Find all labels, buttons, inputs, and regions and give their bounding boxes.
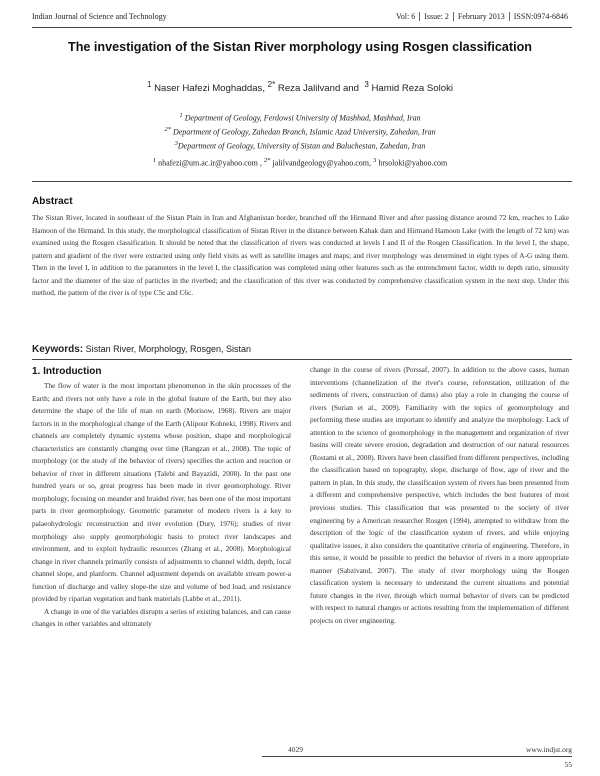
author2-sup: 2* [267, 80, 276, 89]
footer-page-right: 55 [564, 760, 572, 769]
affil2-sup: 2* [164, 126, 171, 133]
affil1-text: Department of Geology, Ferdowsi University of Mashhad, Mashhad, Iran [184, 113, 421, 123]
issue-info [392, 12, 572, 21]
keywords [32, 344, 572, 355]
journal-name: Indian Journal of Science and Technology [32, 12, 167, 21]
issue: Issue: 2 [419, 12, 453, 21]
author3: Hamid Reza Soloki [371, 83, 454, 95]
abstract-rule [32, 181, 572, 182]
intro-paragraph-3: change in the course of rivers (Porssaf, 2007). In addition to the above cases, human interventions (channelization of the river's course, reforestation, utilization of the sediments of rivers, construction of dams) also play a role in changing the course of rivers (Surian et al., 2009). Familiarity with the topics of geomorphology and performing these studies are important to identify and analyze the morphology. Lack of attention to the science of geomorphology in the management and organization of river basins will create severe erosion, degradation and destruction of our natural resources (Rostami et al., 2008). Rivers have been classified from different perspectives, including the classification based on topography, slope, discharge of flow, age of river and the pattern in plan. In this study, the classification system of rivers has been presented from a different and comprehensive perspective, which includes the best features of most previous studies. This classification that was presented to the society of river engineering by a American researcher Rosgen (1994), attempted to withdraw from the description of the logic of the classification system of rivers, and while enjoying qualitative issues, it also considers the quantitative criteria of engineering. Therefore, in this sense, it would be possible to predict the behavior of rivers in a more appropriate manner (Sabzivand, 2007). The study of river morphology using the Rosgen classification system is necessary to understand the current situations and potential future changes in the river, through which normal behavior of rivers can be predicted with respect to natural changes or actions resulting from the implementation of different projects on river engineering. [310, 365, 569, 625]
email1-sup: 1 [152, 157, 157, 164]
issn: ISSN:0974-6846 [509, 12, 572, 21]
affil3-sup: 3 [174, 140, 178, 147]
date: February 2013 [453, 12, 509, 21]
author1-sup: 1 [146, 80, 152, 89]
email2-sup: 2* [263, 157, 271, 164]
author2: Reza Jalilvand and [277, 83, 359, 95]
affiliation-2 [30, 126, 570, 137]
volume: Vol: 6 [396, 12, 416, 21]
paper-title: The investigation of the Sistan River morphology using Rosgen classification [68, 40, 532, 54]
intro-paragraph-2: A change in one of the variables disrupts a series of existing balances, and can cause changes in other variables and ultimately [32, 606, 291, 629]
abstract-text: The Sistan River, located in southeast of the Sistan Plain in Iran and Afghanistan border, branched off the Hirmand River and after passing distance around 72 km, reaches to Lake Hamoon of the Hirmand. In this study, the morphological classification of Sistan River in the distance between Kahak dam and Hirmand Hamoon Lake (with the length of 72 km) was examined using the Rosgen classification. It should be noted that the classification of rivers was conducted at levels I and II of the Rosgen Classification. In the level I, the shape, pattern and gradient of the river were extracted using only field visits as well as satellite images and maps; and river morphology was determined in eight types of A-G using them. Then in the level I, in addition to the parameters in the level I, the classification was completed using other features such as the entrenchment factor, width to depth ratio, sinuosity factor and the diameter of the size of particles in the riverbed; and the classification of this river was conducted by comprehensive classification system in the next step. Under this method, the pattern of the river is of type C5c and C6c. [32, 213, 569, 298]
intro-left-column [32, 380, 291, 631]
email-1[interactable]: nhafezi@um.ac.ir@yahoo.com , [158, 158, 262, 168]
abstract-heading: Abstract [32, 196, 73, 207]
keywords-rule [32, 359, 572, 360]
intro-heading: 1. Introduction [32, 366, 102, 377]
email-2[interactable]: jalilvandgeology@yahoo.com, [272, 158, 371, 168]
emails [30, 157, 570, 168]
email-3[interactable]: hrsoloki@yahoo.com [378, 158, 448, 168]
footer-site[interactable]: www.indjst.org [525, 745, 572, 754]
affil3-text: Department of Geology, University of Sistan and Baluchestan, Zahedan, Iran [177, 141, 426, 151]
header-rule [32, 27, 572, 28]
keywords-text: Sistan River, Morphology, Rosgen, Sistan [85, 344, 252, 354]
email3-sup: 3 [373, 157, 377, 164]
affil1-sup: 1 [179, 112, 183, 119]
intro-paragraph-1: The flow of water is the most important phenomenon in the skin processes of the Earth; and rivers not only have a role in the global feature of the Earth, but they also determine the shape of the life of man on earth (Morisow, 1968). Rivers are major factors in in the morphological change of the Earth (Alipour Kohneki, 1998). Rivers and channels are completely dynamic systems whose position, shape and morphological characteristics are constantly changing over time (Rangzan et al., 2008). The topic of morphology (or the study of the behavior of rivers) specifies the action and reaction or behavior of river in different situations (Talebi and Bayazidi, 2008). In the past one hundred years or so, great progress has been made in river geomorphology. River morphology, focusing on meander and braided river, has been one of the most important parts in river geomorphology. Geometric parameter of modern rivers is a key to palaeohydrologic reconstruction and river evolution (Dury, 1976); studies of river morphology also supply geomorphologic basis to protect river landscapes and environment, and to exploit hydraulic resources (Zhang et al., 2008). Morphological change in river channels primarily consists of adjustments to channel width, depth, local channel slope, and planform. Channel adjustment depends on available stream power-a function of discharge and valley slope-the size and volume of bed load, and resistance provided by riparian vegetation and bank materials (Labbe et al., 2011). [32, 381, 291, 604]
affiliation-1 [30, 112, 570, 123]
footer-page-number: 4029 [288, 745, 303, 754]
keywords-label: Keywords: [32, 344, 84, 355]
footer-rule [262, 756, 572, 757]
authors [30, 80, 570, 94]
author1: Naser Hafezi Moghaddas, [154, 83, 265, 95]
affil2-text: Department of Geology, Zahedan Branch, Islamic Azad University, Zahedan, Iran [172, 127, 436, 137]
author3-sup: 3 [364, 80, 369, 89]
intro-right-column [310, 364, 569, 627]
affiliation-3 [30, 140, 570, 151]
